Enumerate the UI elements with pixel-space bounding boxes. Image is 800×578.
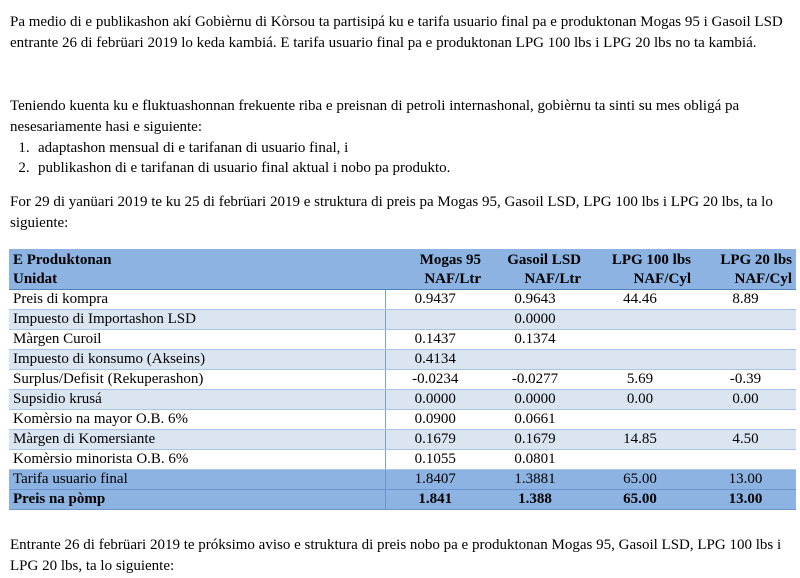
cell-lpg100 xyxy=(585,410,695,430)
cell-gasoil: 1.3881 xyxy=(485,470,585,490)
unit-lpg20: NAF/Cyl xyxy=(695,270,796,290)
intro-paragraph-2: Teniendo kuenta ku e fluktuashonnan frekuente riba e preisnan di petroli internashonal, gobièrnu ta sinti su mes obligá pa nesesariamente hasi e siguiente: xyxy=(10,98,740,135)
cell-mogas: 0.4134 xyxy=(385,350,485,370)
cell-mogas: 0.1437 xyxy=(385,330,485,350)
cell-lpg20: 8.89 xyxy=(695,290,796,310)
unit-mogas: NAF/Ltr xyxy=(385,270,485,290)
cell-gasoil: 0.9643 xyxy=(485,290,585,310)
cell-gasoil: 0.1374 xyxy=(485,330,585,350)
cell-mogas: 1.8407 xyxy=(385,470,485,490)
row-label: Supsidio krusá xyxy=(9,390,385,410)
cell-lpg100: 14.85 xyxy=(585,430,695,450)
table-row-pomp xyxy=(9,490,796,510)
cell-mogas: 0.0900 xyxy=(385,410,485,430)
cell-mogas: 0.9437 xyxy=(385,290,485,310)
cell-lpg20: 13.00 xyxy=(695,490,796,510)
cell-mogas: -0.0234 xyxy=(385,370,485,390)
row-label: Preis na pòmp xyxy=(9,490,385,510)
list-item-number: 1. xyxy=(18,140,30,156)
list-item-text: adaptashon mensual di e tarifanan di usuario final, i xyxy=(38,140,349,156)
cell-gasoil: 0.0000 xyxy=(485,390,585,410)
cell-lpg20: 4.50 xyxy=(695,430,796,450)
header-gasoil: Gasoil LSD xyxy=(485,249,585,270)
cell-mogas: 0.1055 xyxy=(385,450,485,470)
table-row xyxy=(9,370,796,390)
cell-lpg100 xyxy=(585,310,695,330)
outro-paragraph: Entrante 26 di febrüari 2019 te próksimo aviso e struktura di preis nobo pa e produktonan Mogas 95, Gasoil LSD, LPG 100 lbs i LPG 20 lbs, ta lo siguiente: xyxy=(10,537,782,574)
unit-lpg100: NAF/Cyl xyxy=(585,270,695,290)
table-unit-row xyxy=(9,270,796,290)
table-row xyxy=(9,310,796,330)
intro-paragraph-1: Pa medio di e publikashon akí Gobièrnu di Kòrsou ta partisipá ku e tarifa usuario final pa e produktonan Mogas 95 i Gasoil LSD entrante 26 di febrüari 2019 lo keda kambiá. E tarifa usuario final pa e produktonan LPG 100 lbs i LPG 20 lbs no ta kambiá. xyxy=(10,14,783,51)
cell-lpg20: -0.39 xyxy=(695,370,796,390)
cell-lpg100: 65.00 xyxy=(585,470,695,490)
cell-lpg20: 13.00 xyxy=(695,470,796,490)
cell-mogas xyxy=(385,310,485,330)
cell-gasoil: 0.1679 xyxy=(485,430,585,450)
row-label: Surplus/Defisit (Rekuperashon) xyxy=(9,370,385,390)
list-item xyxy=(10,158,450,178)
cell-lpg100: 0.00 xyxy=(585,390,695,410)
row-label: Tarifa usuario final xyxy=(9,470,385,490)
cell-gasoil: 0.0661 xyxy=(485,410,585,430)
cell-lpg20 xyxy=(695,310,796,330)
intro-paragraph-3: For 29 di yanüari 2019 te ku 25 di febrüari 2019 e struktura di preis pa Mogas 95, Gasoil LSD, LPG 100 lbs i LPG 20 lbs, ta lo siguiente: xyxy=(10,194,773,231)
table-row xyxy=(9,330,796,350)
cell-lpg100 xyxy=(585,350,695,370)
row-label: Màrgen di Komersiante xyxy=(9,430,385,450)
cell-gasoil: 0.0000 xyxy=(485,310,585,330)
cell-lpg100: 44.46 xyxy=(585,290,695,310)
cell-mogas: 0.1679 xyxy=(385,430,485,450)
cell-mogas: 1.841 xyxy=(385,490,485,510)
header-unit: Unidat xyxy=(9,270,385,290)
cell-gasoil xyxy=(485,350,585,370)
table-row xyxy=(9,290,796,310)
row-label: Impuesto di Importashon LSD xyxy=(9,310,385,330)
cell-lpg100: 65.00 xyxy=(585,490,695,510)
cell-lpg100 xyxy=(585,450,695,470)
row-label: Preis di kompra xyxy=(9,290,385,310)
table-row xyxy=(9,350,796,370)
table-row xyxy=(9,390,796,410)
table-header-row xyxy=(9,249,796,270)
header-lpg20: LPG 20 lbs xyxy=(695,249,796,270)
cell-gasoil: 1.388 xyxy=(485,490,585,510)
header-products: E Produktonan xyxy=(9,249,385,270)
table-row xyxy=(9,410,796,430)
cell-lpg100 xyxy=(585,330,695,350)
cell-lpg100: 5.69 xyxy=(585,370,695,390)
unit-gasoil: NAF/Ltr xyxy=(485,270,585,290)
table-row xyxy=(9,450,796,470)
cell-lpg20 xyxy=(695,450,796,470)
cell-lpg20 xyxy=(695,410,796,430)
row-label: Impuesto di konsumo (Akseins) xyxy=(9,350,385,370)
cell-lpg20: 0.00 xyxy=(695,390,796,410)
row-label: Komèrsio na mayor O.B. 6% xyxy=(9,410,385,430)
cell-mogas: 0.0000 xyxy=(385,390,485,410)
row-label: Komèrsio minorista O.B. 6% xyxy=(9,450,385,470)
cell-lpg20 xyxy=(695,330,796,350)
list-item-number: 2. xyxy=(18,160,30,176)
cell-gasoil: -0.0277 xyxy=(485,370,585,390)
header-mogas: Mogas 95 xyxy=(385,249,485,270)
list-item xyxy=(10,138,348,158)
price-structure-table xyxy=(9,249,796,510)
header-lpg100: LPG 100 lbs xyxy=(585,249,695,270)
row-label: Màrgen Curoil xyxy=(9,330,385,350)
table-row xyxy=(9,430,796,450)
cell-gasoil: 0.0801 xyxy=(485,450,585,470)
list-item-text: publikashon di e tarifanan di usuario final aktual i nobo pa produkto. xyxy=(38,160,451,176)
table-row-tarifa xyxy=(9,470,796,490)
cell-lpg20 xyxy=(695,350,796,370)
